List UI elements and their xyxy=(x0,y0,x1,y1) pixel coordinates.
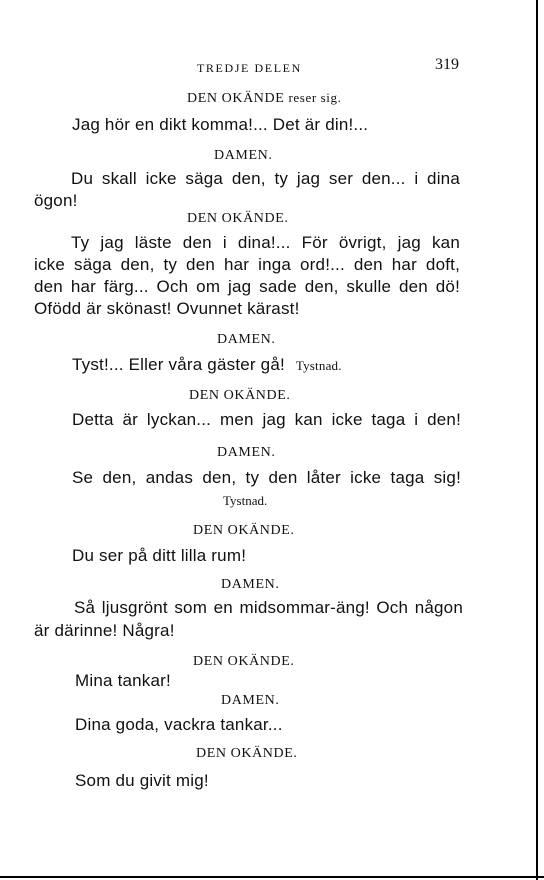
dialogue-line: Jag hör en dikt komma!... Det är din!... xyxy=(72,115,369,134)
speaker-name: DEN OKÄNDE. xyxy=(189,388,291,403)
page-edge-bottom xyxy=(0,876,544,878)
dialogue-line: är därinne! Några! xyxy=(34,621,175,640)
speaker-name: DAMEN. xyxy=(214,148,273,163)
dialogue-line: Du skall icke säga den, ty jag ser den... i dina xyxy=(71,169,460,188)
dialogue-line: Ty jag läste den i dina!... För övrigt, jag kan xyxy=(71,233,460,252)
speaker-name: DAMEN. xyxy=(217,332,276,347)
running-head: TREDJE DELEN xyxy=(197,61,302,75)
dialogue-line: icke säga den, ty den har inga ord!... den har doft, xyxy=(34,255,460,274)
dialogue-line: Som du givit mig! xyxy=(75,771,209,790)
dialogue-text: Tyst!... Eller våra gäster gå! xyxy=(72,355,285,374)
page-number: 319 xyxy=(435,56,459,73)
speaker-name: DEN OKÄNDE. xyxy=(193,523,295,538)
speaker-label xyxy=(187,90,341,107)
speaker-name: DAMEN. xyxy=(221,577,280,592)
speaker-name: DAMEN. xyxy=(221,693,280,708)
dialogue-line: Mina tankar! xyxy=(75,671,171,690)
dialogue-line: den har färg... Och om jag sade den, skulle den dö! xyxy=(34,277,460,296)
page-edge-right xyxy=(536,0,538,880)
dialogue-line: Ofödd är skönast! Ovunnet kärast! xyxy=(34,299,300,318)
dialogue-line: ögon! xyxy=(34,191,78,210)
speaker-name: DAMEN. xyxy=(217,445,276,460)
dialogue-line: Du ser på ditt lilla rum! xyxy=(72,546,247,565)
speaker-name: DEN OKÄNDE. xyxy=(187,211,289,226)
stage-direction: reser sig. xyxy=(288,90,342,105)
speaker-name: DEN OKÄNDE xyxy=(187,91,285,106)
stage-direction: Tystnad. xyxy=(223,493,268,508)
speaker-name: DEN OKÄNDE. xyxy=(193,654,295,669)
dialogue-line: Så ljusgrönt som en midsommar-äng! Och någon xyxy=(74,598,463,617)
dialogue-line: Dina goda, vackra tankar... xyxy=(75,715,283,734)
speaker-name: DEN OKÄNDE. xyxy=(196,746,298,761)
stage-direction: Tystnad. xyxy=(295,358,342,373)
dialogue-line-with-direction xyxy=(72,355,342,375)
dialogue-line: Detta är lyckan... men jag kan icke taga i den! xyxy=(72,410,461,429)
dialogue-line: Se den, andas den, ty den låter icke taga sig! xyxy=(72,468,461,487)
